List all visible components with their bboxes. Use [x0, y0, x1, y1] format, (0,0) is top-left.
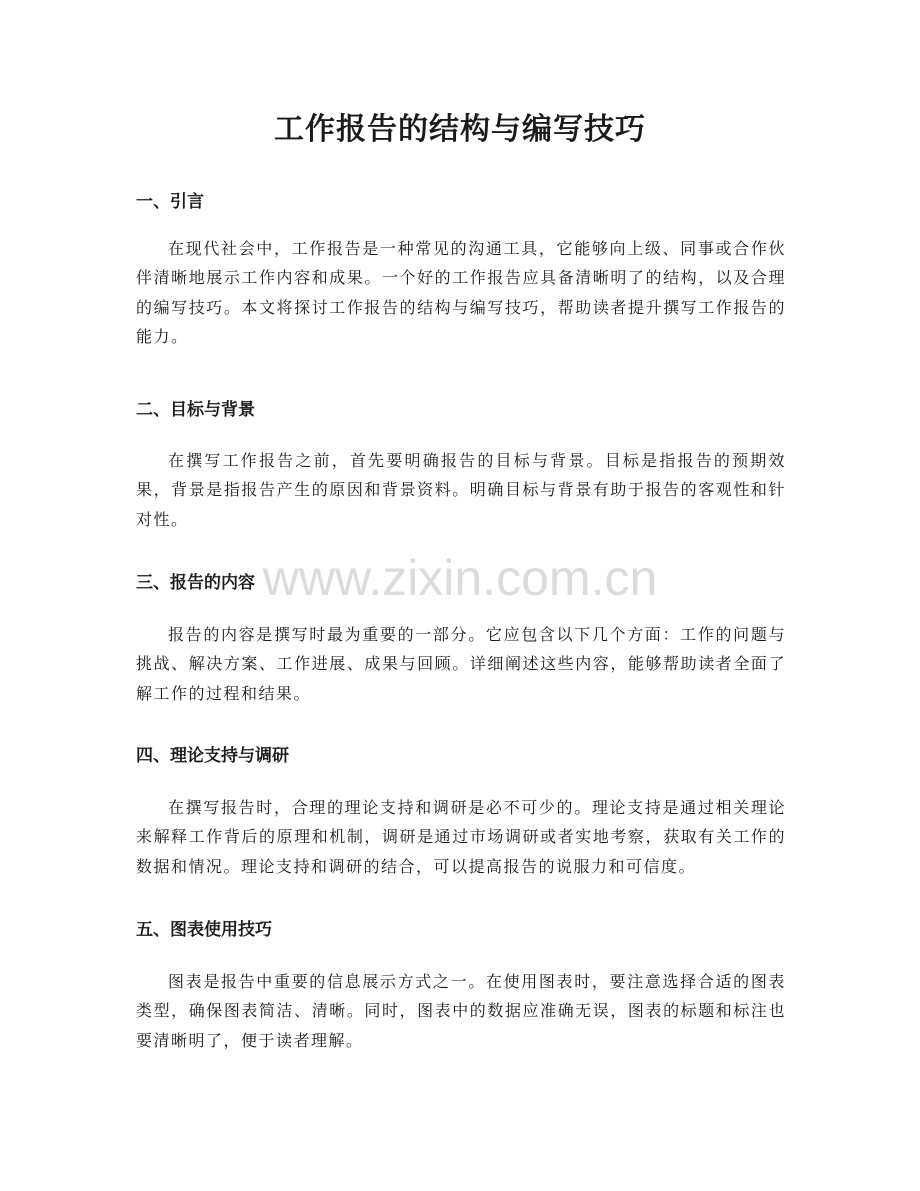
section-paragraph-goals-background: 在撰写工作报告之前，首先要明确报告的目标与背景。目标是指报告的预期效果，背景是指报告产生的原因和背景资料。明确目标与背景有助于报告的客观性和针对性。	[136, 451, 786, 529]
section-heading-theory-research: 四、理论支持与调研	[136, 746, 289, 766]
section-heading-introduction: 一、引言	[136, 192, 204, 212]
section-heading-chart-tips: 五、图表使用技巧	[136, 920, 272, 940]
section-paragraph-introduction: 在现代社会中，工作报告是一种常见的沟通工具，它能够向上级、同事或合作伙伴清晰地展示工作内容和成果。一个好的工作报告应具备清晰明了的结构，以及合理的编写技巧。本文将探讨工作报告的结构与编写技巧，帮助读者提升撰写工作报告的能力。	[136, 239, 786, 346]
section-paragraph-chart-tips: 图表是报告中重要的信息展示方式之一。在使用图表时，要注意选择合适的图表类型，确保图表简洁、清晰。同时，图表中的数据应准确无误，图表的标题和标注也要清晰明了，便于读者理解。	[136, 972, 786, 1050]
section-heading-report-content: 三、报告的内容	[136, 573, 255, 593]
section-paragraph-report-content: 报告的内容是撰写时最为重要的一部分。它应包含以下几个方面：工作的问题与挑战、解决方案、工作进展、成果与回顾。详细阐述这些内容，能够帮助读者全面了解工作的过程和结果。	[136, 625, 786, 703]
document-title: 工作报告的结构与编写技巧	[274, 112, 646, 147]
watermark: www.zixin.com.cn	[262, 550, 658, 606]
section-paragraph-theory-research: 在撰写报告时，合理的理论支持和调研是必不可少的。理论支持是通过相关理论来解释工作背后的原理和机制，调研是通过市场调研或者实地考察，获取有关工作的数据和情况。理论支持和调研的结合，可以提高报告的说服力和可信度。	[136, 798, 786, 876]
section-heading-goals-background: 二、目标与背景	[136, 400, 255, 420]
